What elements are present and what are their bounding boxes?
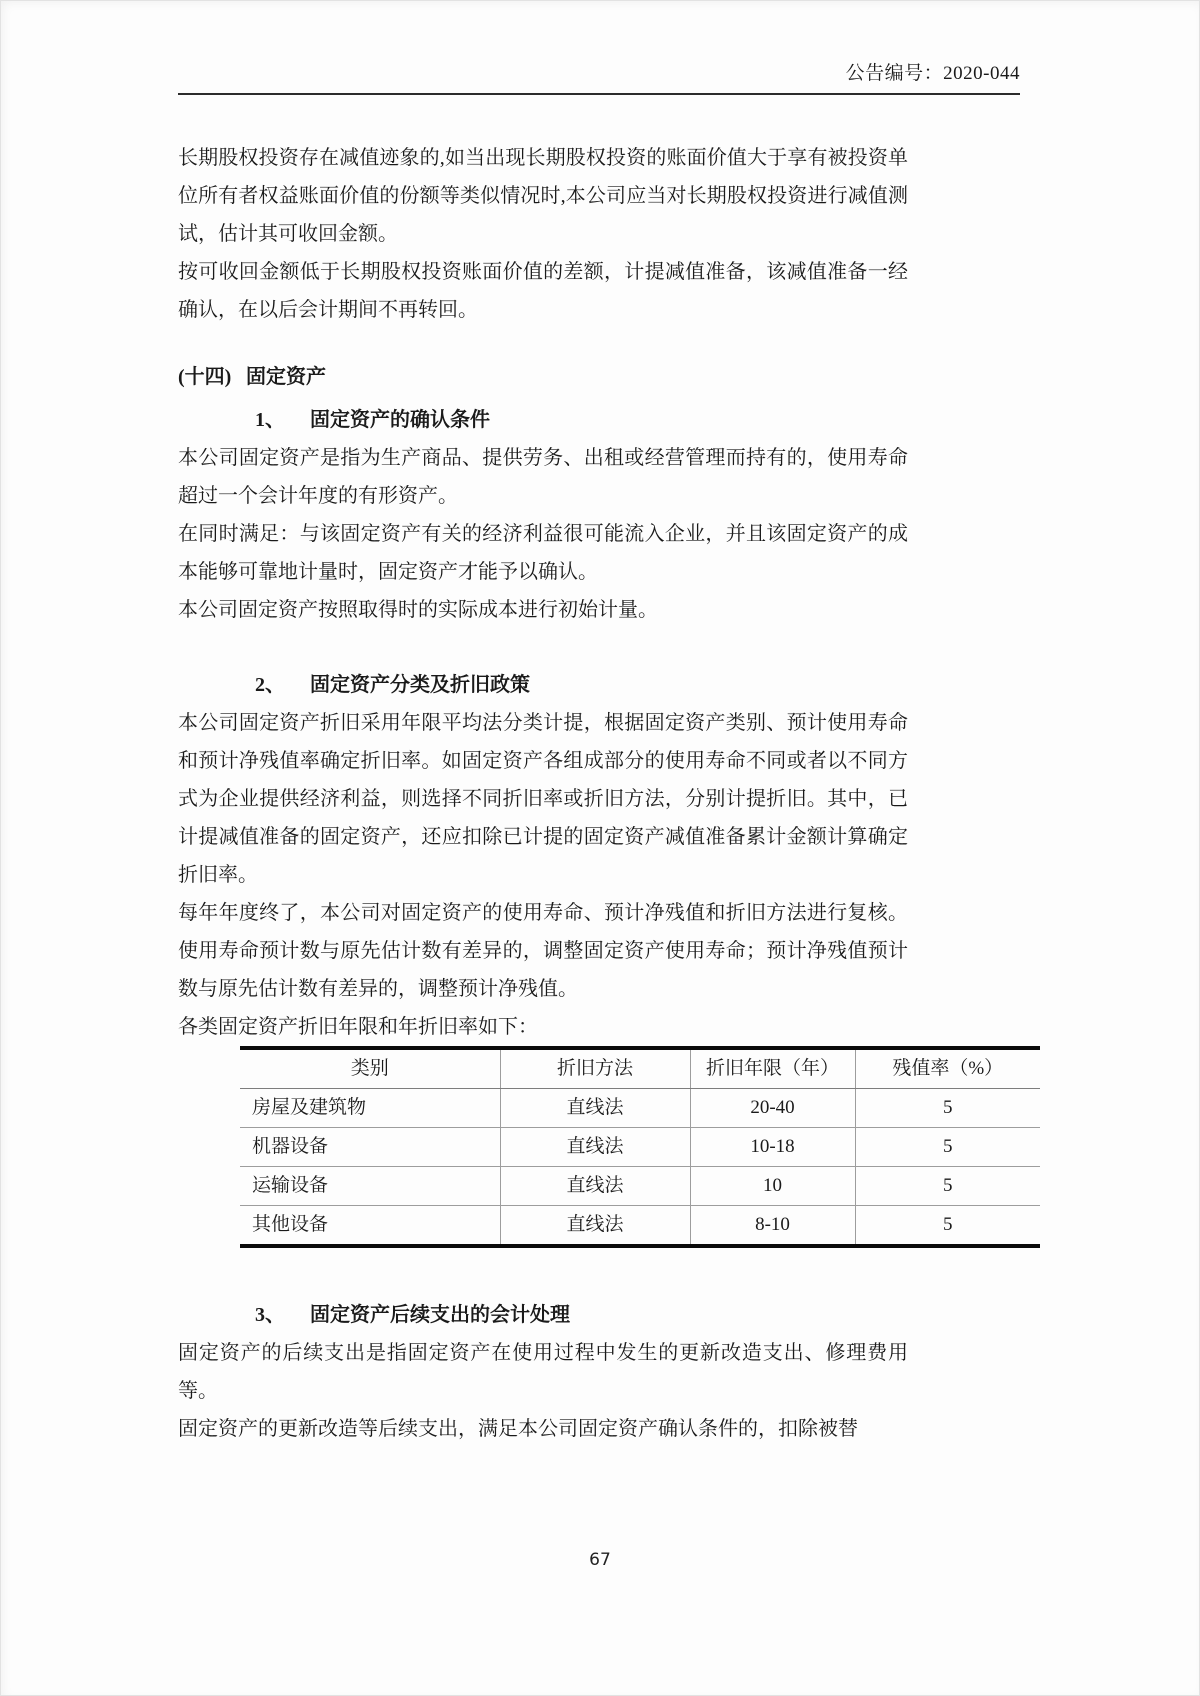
section-title: 固定资产 <box>246 366 326 388</box>
table-header-method: 折旧方法 <box>500 1048 690 1089</box>
table-cell: 直线法 <box>500 1089 690 1128</box>
table-header-years: 折旧年限（年） <box>690 1048 855 1089</box>
table-cell: 其他设备 <box>240 1206 500 1247</box>
document-footer <box>0 1550 1200 1570</box>
table-caption: 各类固定资产折旧年限和年折旧率如下： <box>178 1016 538 1038</box>
table-cell: 机器设备 <box>240 1128 500 1167</box>
table-cell: 5 <box>855 1128 1040 1167</box>
body-paragraph: 本公司固定资产按照取得时的实际成本进行初始计量。 <box>178 599 658 621</box>
page-number: 67 <box>589 1550 611 1570</box>
table-cell: 5 <box>855 1167 1040 1206</box>
table-cell: 5 <box>855 1089 1040 1128</box>
subsection-title: 固定资产分类及折旧政策 <box>310 674 530 696</box>
table-row <box>240 1206 1040 1247</box>
body-paragraph: 固定资产的后续支出是指固定资产在使用过程中发生的更新改造支出、修理费用等。 <box>178 1342 908 1402</box>
depreciation-table <box>240 1046 1040 1248</box>
body-paragraph: 在同时满足：与该固定资产有关的经济利益很可能流入企业，并且该固定资产的成本能够可靠地计量时，固定资产才能予以确认。 <box>178 523 908 583</box>
table-cell: 10 <box>690 1167 855 1206</box>
table-header-residual-rate: 残值率（%） <box>855 1048 1040 1089</box>
table-cell: 20-40 <box>690 1089 855 1128</box>
subsection-heading-1 <box>178 401 1040 439</box>
announcement-number: 公告编号：2020-044 <box>845 63 1020 84</box>
subsection-title: 固定资产后续支出的会计处理 <box>310 1304 570 1326</box>
section-number: (十四) <box>178 366 232 388</box>
table-cell: 10-18 <box>690 1128 855 1167</box>
table-row <box>240 1089 1040 1128</box>
subsection-heading-3 <box>178 1296 1040 1334</box>
intro-paragraph-1: 长期股权投资存在减值迹象的,如当出现长期股权投资的账面价值大于享有被投资单位所有者权益账面价值的份额等类似情况时,本公司应当对长期股权投资进行减值测试，估计其可收回金额。 <box>178 147 908 245</box>
table-header-category: 类别 <box>240 1048 500 1089</box>
subsection-number: 3、 <box>255 1304 285 1326</box>
table-cell: 直线法 <box>500 1128 690 1167</box>
subsection-number: 2、 <box>255 674 285 696</box>
table-cell: 运输设备 <box>240 1167 500 1206</box>
body-paragraph: 固定资产的更新改造等后续支出，满足本公司固定资产确认条件的，扣除被替 <box>178 1418 858 1440</box>
table-cell: 8-10 <box>690 1206 855 1247</box>
intro-paragraph-2: 按可收回金额低于长期股权投资账面价值的差额，计提减值准备，该减值准备一经确认，在以后会计期间不再转回。 <box>178 261 908 321</box>
document-body <box>178 139 1040 1448</box>
table-cell: 房屋及建筑物 <box>252 1097 367 1118</box>
body-paragraph: 本公司固定资产是指为生产商品、提供劳务、出租或经营管理而持有的，使用寿命超过一个会计年度的有形资产。 <box>178 447 908 507</box>
header-divider <box>178 93 1020 95</box>
subsection-heading-2 <box>178 666 1040 704</box>
table-header-row <box>240 1048 1040 1089</box>
subsection-number: 1、 <box>255 409 285 431</box>
table-row <box>240 1128 1040 1167</box>
document-header <box>178 58 1020 85</box>
body-paragraph: 本公司固定资产折旧采用年限平均法分类计提，根据固定资产类别、预计使用寿命和预计净残值率确定折旧率。如固定资产各组成部分的使用寿命不同或者以不同方式为企业提供经济利益，则选择不同折旧率或折旧方法，分别计提折旧。其中，已计提减值准备的固定资产，还应扣除已计提的固定资产减值准备累计金额计算确定折旧率。 <box>178 712 908 886</box>
table-cell: 直线法 <box>500 1206 690 1247</box>
table-row <box>240 1167 1040 1206</box>
table-cell: 5 <box>855 1206 1040 1247</box>
subsection-title: 固定资产的确认条件 <box>310 409 490 431</box>
body-paragraph: 每年年度终了，本公司对固定资产的使用寿命、预计净残值和折旧方法进行复核。使用寿命预计数与原先估计数有差异的，调整固定资产使用寿命；预计净残值预计数与原先估计数有差异的，调整预计净残值。 <box>178 902 908 1000</box>
section-heading-fixed-assets <box>178 358 1040 396</box>
table-cell: 直线法 <box>500 1167 690 1206</box>
